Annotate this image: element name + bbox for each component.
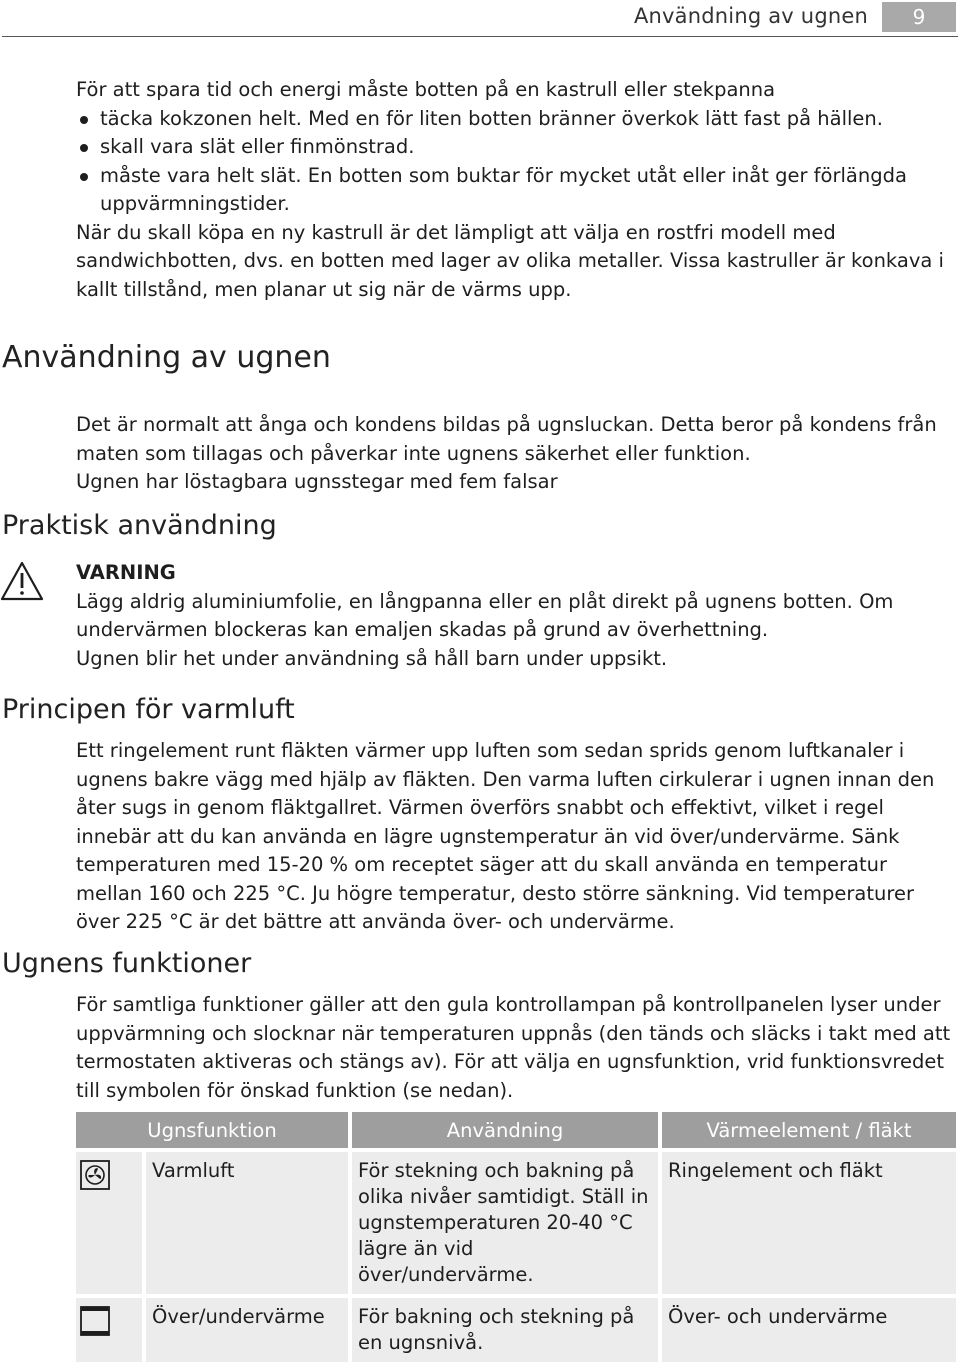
- header-divider: [2, 36, 958, 37]
- page-header-title: Användning av ugnen: [633, 4, 868, 28]
- top-bottom-heat-icon: [80, 1306, 110, 1336]
- row-element: Över- och undervärme: [658, 1294, 956, 1362]
- column-header-element: Värmeelement / fläkt: [658, 1112, 956, 1148]
- list-item: måste vara helt slät. En botten som buktar för mycket utåt eller inåt ger förlängda uppvärmningstider.: [76, 162, 956, 219]
- table-row: [76, 1294, 956, 1362]
- row-usage: För stekning och bakning på olika nivåer samtidigt. Ställ in ugnstemperaturen 20-40 °C lägre än vid över/undervärme.: [348, 1148, 658, 1294]
- intro-section: [76, 76, 956, 304]
- section-title-functions: Ugnens funktioner: [2, 948, 252, 979]
- functions-table: [76, 1112, 956, 1362]
- warning-triangle-icon: [0, 560, 44, 602]
- main-paragraph-1: Det är normalt att ånga och kondens bildas på ugnsluckan. Detta beror på kondens från maten som tillagas och påverkar inte ugnens säkerhet eller funktion.: [76, 413, 937, 465]
- row-element: Ringelement och fläkt: [658, 1148, 956, 1294]
- functions-table-wrapper: [76, 1112, 956, 1362]
- intro-lead: För att spara tid och energi måste botten på en kastrull eller stekpanna: [76, 78, 776, 101]
- warning-title: VARNING: [76, 561, 176, 584]
- list-item: skall vara slät eller finmönstrad.: [76, 133, 956, 162]
- intro-paragraph: När du skall köpa en ny kastrull är det lämpligt att välja en rostfri modell med sandwichbotten, dvs. en botten med lager av olika metaller. Vissa kastruller är konkava i kallt tillstånd, men planar ut sig när de värms upp.: [76, 220, 944, 301]
- intro-bullet-list: [76, 105, 956, 219]
- page-number: 9: [882, 2, 956, 32]
- warning-note: Ugnen blir het under användning så håll barn under uppsikt.: [76, 646, 668, 670]
- functions-text: För samtliga funktioner gäller att den gula kontrollampan på kontrollpanelen lyser under uppvärmning och slocknar när temperaturen uppnås (den tänds och släcks i takt med att termostaten aktiveras och stängs av). För att välja en ugnsfunktion, vrid funktionsvredet till symbolen för önskad funktion (se nedan).: [76, 993, 951, 1102]
- row-icon-cell: [76, 1294, 142, 1362]
- list-item: täcka kokzonen helt. Med en för liten botten bränner överkok lätt fast på hällen.: [76, 105, 956, 134]
- section-title-practical: Praktisk användning: [2, 510, 277, 541]
- main-paragraph-2: Ugnen har löstagbara ugnsstegar med fem falsar: [76, 470, 558, 493]
- column-header-usage: Användning: [348, 1112, 658, 1148]
- warning-block: [76, 559, 956, 673]
- principle-text: Ett ringelement runt fläkten värmer upp luften som sedan sprids genom luftkanaler i ugnens bakre vägg med hjälp av fläkten. Den varma luften cirkulerar i ugnen innan den åter sugs in genom fläktgallret. Värmen överförs snabbt och effektivt, vilket i regel innebär att du kan använda en lägre ugnstemperatur än vid över/undervärme. Sänk temperaturen med 15-20 % om receptet säger att du skall använda en temperatur mellan 160 och 225 °C. Ju högre temperatur, desto större sänkning. Vid temperaturer över 225 °C är det bättre att använda över- och undervärme.: [76, 739, 935, 933]
- row-function: Över/undervärme: [142, 1294, 348, 1362]
- section-title-principle: Principen för varmluft: [2, 694, 295, 725]
- fan-heating-icon: [80, 1160, 110, 1190]
- main-text: [76, 411, 956, 497]
- warning-text: Lägg aldrig aluminiumfolie, en långpanna eller en plåt direkt på ugnens botten. Om undervärmen blockeras kan emaljen skadas på grund av överhettning.: [76, 589, 894, 641]
- row-usage: För bakning och stekning på en ugnsnivå.: [348, 1294, 658, 1362]
- column-header-function: Ugnsfunktion: [76, 1112, 348, 1148]
- row-icon-cell: [76, 1148, 142, 1294]
- row-function: Varmluft: [142, 1148, 348, 1294]
- section-title-main: Användning av ugnen: [2, 340, 331, 375]
- table-row: [76, 1148, 956, 1294]
- table-header-row: [76, 1112, 956, 1148]
